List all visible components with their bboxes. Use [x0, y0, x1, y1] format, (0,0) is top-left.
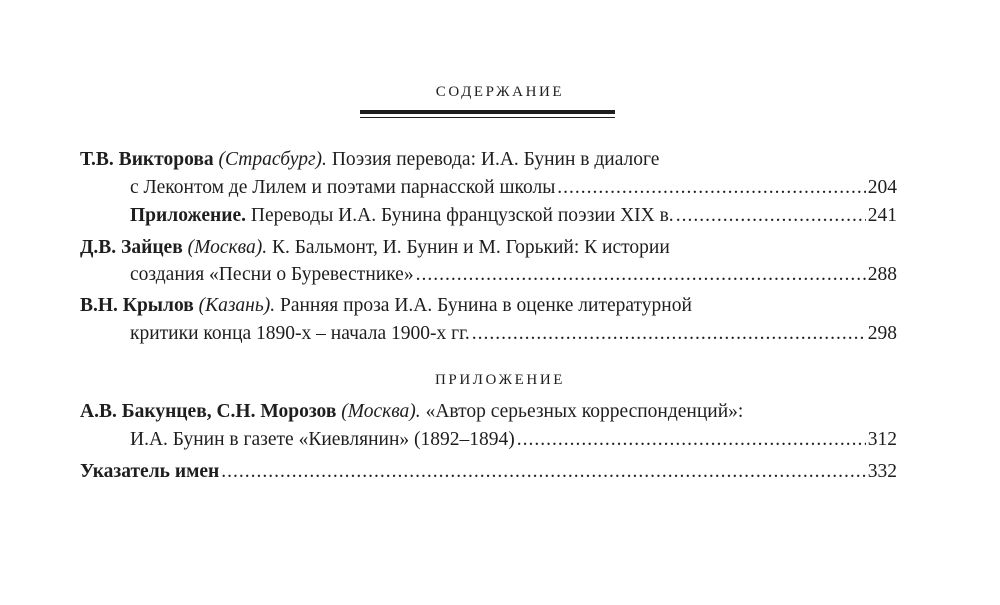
- appendix-heading: ПРИЛОЖЕНИЕ: [434, 372, 566, 388]
- entry-title-cont: создания «Песни о Буревестнике»: [130, 264, 414, 285]
- toc-index-entry[interactable]: [80, 459, 897, 485]
- entry-title: К. Бальмонт, И. Бунин и М. Горький: К истории: [271, 237, 670, 258]
- entry-title: «Автор серьезных корреспонденций»:: [425, 401, 744, 422]
- entry-title: Поэзия перевода: И.А. Бунин в диалоге: [331, 149, 660, 170]
- appendix-label: Приложение.: [130, 205, 246, 226]
- entry-author: В.Н. Крылов: [80, 295, 194, 316]
- leader-dots: [676, 203, 866, 229]
- index-label: Указатель имен: [80, 461, 220, 482]
- heading-rule-thick: [360, 110, 615, 114]
- leader-dots: [557, 175, 865, 201]
- entry-author: Т.В. Викторова: [80, 149, 214, 170]
- appendix-title: Переводы И.А. Бунина французской поэзии XIX в.: [250, 205, 674, 226]
- toc-entry-4-line1: [80, 399, 897, 425]
- toc-entry-3-line1: [80, 293, 897, 319]
- entry-city: (Страсбург).: [218, 149, 327, 170]
- appendix-line-text: [130, 203, 674, 229]
- leader-dots: [517, 427, 866, 453]
- entry-title-cont: с Леконтом де Лилем и поэтами парнасской школы: [130, 177, 556, 198]
- toc-entry-2-line1: [80, 235, 897, 261]
- toc-entry-4-line2[interactable]: [130, 427, 897, 453]
- entry-author: Д.В. Зайцев: [80, 237, 183, 258]
- toc-entry-3-line2[interactable]: [130, 321, 897, 347]
- page-number: 204: [867, 177, 897, 198]
- entry-city: (Москва).: [341, 401, 421, 422]
- toc-entry-2-line2[interactable]: [130, 262, 897, 288]
- heading-rule-thin: [360, 117, 615, 118]
- entry-city: (Москва).: [187, 237, 268, 258]
- entry-title: Ранняя проза И.А. Бунина в оценке литературной: [279, 295, 692, 316]
- page-number: 288: [867, 264, 897, 285]
- entry-title-cont: И.А. Бунин в газете «Киевлянин» (1892–1894): [130, 429, 515, 450]
- toc-entry-1-line1: [80, 147, 897, 173]
- page-number: 241: [867, 205, 897, 226]
- entry-city: (Казань).: [198, 295, 276, 316]
- page-number: 298: [867, 323, 897, 344]
- entry-author: А.В. Бакунцев, С.Н. Морозов: [80, 401, 337, 422]
- page-number: 332: [867, 461, 897, 482]
- contents-heading: СОДЕРЖАНИЕ: [435, 84, 565, 100]
- leader-dots: [416, 262, 866, 288]
- toc-entry-1-line2[interactable]: [130, 175, 897, 201]
- leader-dots: [221, 459, 865, 485]
- leader-dots: [472, 321, 866, 347]
- toc-entry-1-appendix[interactable]: [130, 203, 897, 229]
- entry-title-cont: критики конца 1890-х – начала 1900-х гг.: [130, 323, 470, 344]
- page-number: 312: [867, 429, 897, 450]
